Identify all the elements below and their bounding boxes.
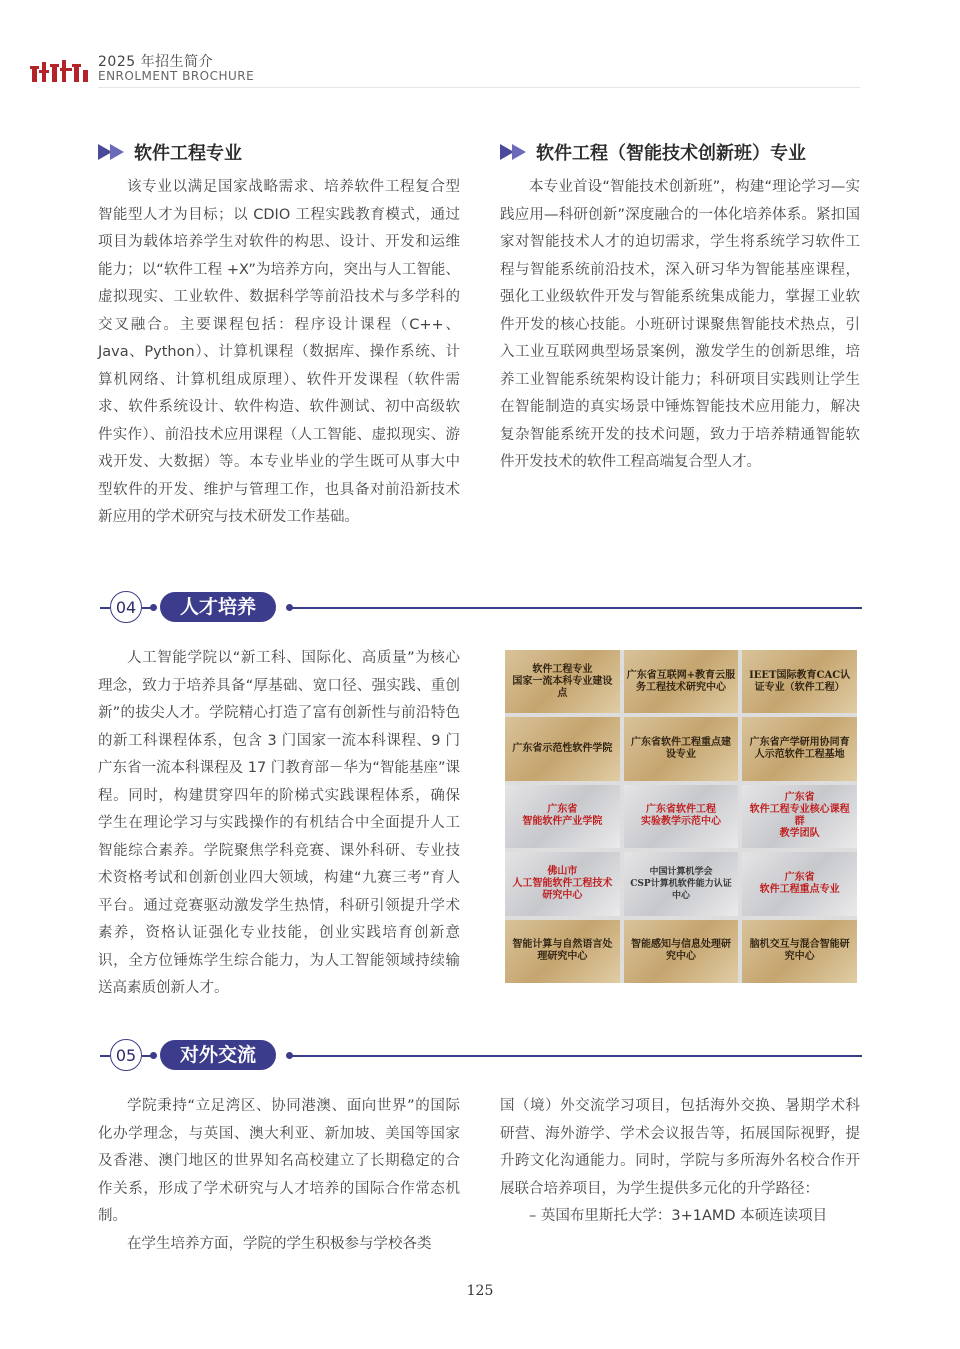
plaque-text: 研究中心 <box>542 889 583 901</box>
plaque-text: 教学团队 <box>779 828 820 840</box>
divider-line <box>290 607 862 609</box>
software-engineering-body <box>98 174 460 532</box>
plaque-text: 中国计算机学会 <box>649 866 713 877</box>
honor-plaque <box>505 717 620 780</box>
exchange-left-column <box>98 1093 460 1258</box>
paragraph: 学院秉持“立足湾区、协同港澳、面向世界”的国际化办学理念，与英国、澳大利亚、新加坡、美国等国家及香港、澳门地区的世界知名高校建立了长期稳定的合作关系，形成了学术研究与人才培养的国际合作常态机制。 <box>98 1098 460 1224</box>
plaque-text: 广东省互联网+教育云服务工程技术研究中心 <box>626 669 736 693</box>
section-number: 04 <box>110 591 142 623</box>
plaque-text: 实验教学示范中心 <box>640 816 721 828</box>
plaque-text: 广东省 <box>784 792 815 804</box>
honor-plaque <box>624 920 739 983</box>
plaque-text: 广东省软件工程重点建设专业 <box>630 737 731 761</box>
section-title: 对外交流 <box>160 1040 276 1070</box>
software-engineering-heading <box>98 139 242 165</box>
honor-plaque <box>742 785 857 848</box>
honor-plaque <box>742 852 857 915</box>
section-04-bar <box>100 591 862 625</box>
honor-plaque <box>505 650 620 713</box>
honor-plaque <box>624 785 739 848</box>
school-logo-icon <box>30 58 90 84</box>
paragraph: 人工智能学院以“新工科、国际化、高质量”为核心理念，致力于培养具备“厚基础、宽口径、强实践、重创新”的拔尖人才。学院精心打造了富有创新性与前沿特色的新工科课程体系，包含 3 门国家一流本科课程、9 门广东省一流本科课程及 17 门教育部－华为“智能基座”课程。同时，构建贯穿四年的阶梯式实践课程体系，确保学生在理论学习与实践操作的有机结合中全面提升人工智能综合素养。学院聚焦学科竞赛、课外科研、专业技术资格考试和创新创业四大领域，构建“九赛三考”育人平台。通过竞赛驱动激发学生热情，科研引领提升学术素养，资格认证强化专业技能，创业实践培育创新意识，全方位锤炼学生综合能力，为人工智能领域持续输送高素质创新人才。 <box>98 650 460 996</box>
plaque-text: 软件工程重点专业 <box>759 883 840 895</box>
plaque-text: 脑机交互与混合智能研究中心 <box>749 939 850 963</box>
honor-plaque <box>505 852 620 915</box>
software-engineering-ai-class-heading <box>500 139 806 165</box>
honor-plaque <box>624 852 739 915</box>
paragraph: 国（境）外交流学习项目，包括海外交换、暑期学术科研营、海外游学、学术会议报告等，拓展国际视野，提升跨文化沟通能力。同时，学院与多所海外名校合作开展联合培养项目，为学生提供多元化的升学路径： <box>500 1098 860 1197</box>
section-05-bar <box>100 1039 862 1073</box>
honor-plaque <box>505 920 620 983</box>
honor-plaque <box>742 920 857 983</box>
divider-dot <box>150 1052 157 1059</box>
software-engineering-ai-class-body <box>500 174 860 477</box>
plaque-text: 广东省 <box>784 871 815 883</box>
plaque-text: 广东省产学研用协同育人示范软件工程基地 <box>749 737 850 761</box>
divider-dot <box>150 604 157 611</box>
plaque-text: 智能感知与信息处理研究中心 <box>630 939 731 963</box>
honor-plaque <box>742 650 857 713</box>
divider-line <box>100 607 110 609</box>
honor-plaque <box>505 785 620 848</box>
heading-text: 软件工程专业 <box>134 143 242 164</box>
honor-plaque <box>624 650 739 713</box>
double-arrow-icon <box>500 143 530 161</box>
plaque-text: 人工智能软件工程技术 <box>512 877 613 889</box>
brochure-title: 2025 年招生简介 <box>98 54 214 70</box>
section-title: 人才培养 <box>160 592 276 622</box>
program-item: – 英国布里斯托大学：3+1AMD 本硕连读项目 <box>529 1208 828 1224</box>
paragraph: 本专业首设“智能技术创新班”，构建“理论学习—实践应用—科研创新”深度融合的一体化培养体系。紧扣国家对智能技术人才的迫切需求，学生将系统学习软件工程与智能系统前沿技术，深入研习华为智能基座课程，强化工业级软件开发与智能系统集成能力，掌握工业软件开发的核心技能。小班研讨课聚焦智能技术热点，引入工业互联网典型场景案例，激发学生的创新思维，培养工业智能系统架构设计能力；科研项目实践则让学生在智能制造的真实场景中锤炼智能技术应用能力，解决复杂智能系统开发的技术问题，致力于培养精通智能软件开发技术的软件工程高端复合型人才。 <box>500 179 860 470</box>
plaque-text: 广东省示范性软件学院 <box>512 743 613 755</box>
plaque-text: 智能软件产业学院 <box>522 816 603 828</box>
talent-cultivation-body <box>98 645 460 1003</box>
page-number: 125 <box>466 1283 494 1299</box>
divider-line <box>290 1055 862 1057</box>
paragraph: 该专业以满足国家战略需求、培养软件工程复合型智能型人才为目标；以 CDIO 工程实践教育模式，通过项目为载体培养学生对软件的构思、设计、开发和运维能力；以“软件工程 +X”为培养方向，突出与人工智能、虚拟现实、工业软件、数据科学等前沿技术与多学科的交叉融合。主要课程包括：程序设计课程（C++、Java、Python）、计算机课程（数据库、操作系统、计算机网络、计算机组成原理）、软件开发课程（软件需求、软件系统设计、软件构造、软件测试、初中高级软件实作）、前沿技术应用课程（人工智能、虚拟现实、游戏开发、大数据）等。本专业毕业的学生既可从事大中型软件的开发、维护与管理工作，也具备对前沿新技术新应用的学术研究与技术研发工作基础。 <box>98 179 460 525</box>
double-arrow-icon <box>98 143 128 161</box>
plaque-text: 软件工程专业 <box>532 663 593 675</box>
honor-plaques-photo <box>505 650 857 983</box>
plaque-text: 佛山市 <box>547 865 578 877</box>
honor-plaque <box>624 717 739 780</box>
plaque-text: CSP计算机软件能力认证中心 <box>630 878 732 901</box>
honor-plaque <box>742 717 857 780</box>
plaque-text: 国家一流本科专业建设点 <box>512 675 613 699</box>
plaque-text: 广东省软件工程 <box>645 804 716 816</box>
header-divider <box>98 87 860 88</box>
plaque-text: 软件工程专业核心课程群 <box>749 804 850 828</box>
plaque-text: IEET国际教育CAC认证专业（软件工程） <box>749 669 851 693</box>
plaque-text: 广东省 <box>547 804 578 816</box>
paragraph: 在学生培养方面，学院的学生积极参与学校各类 <box>127 1235 432 1252</box>
exchange-right-column <box>500 1093 860 1231</box>
heading-text: 软件工程（智能技术创新班）专业 <box>536 143 806 164</box>
plaque-text: 智能计算与自然语言处理研究中心 <box>512 939 613 963</box>
divider-line <box>100 1055 110 1057</box>
section-number: 05 <box>110 1039 142 1071</box>
brochure-subtitle: ENROLMENT BROCHURE <box>98 69 255 83</box>
